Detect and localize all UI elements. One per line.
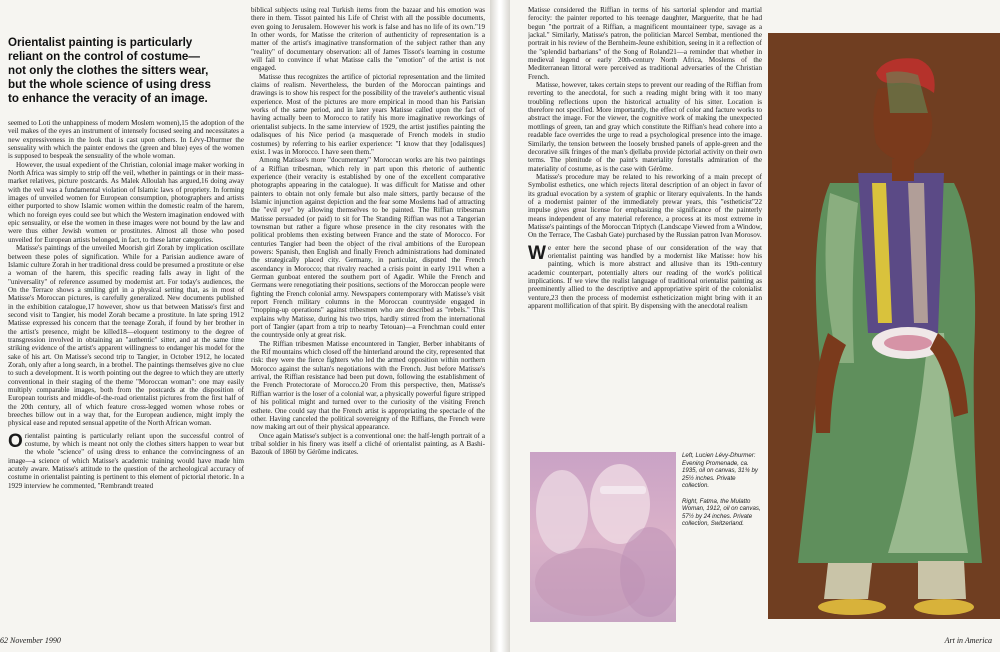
evening-promenade-image (530, 452, 676, 622)
paragraph: Matisse's procedure may be related to his reworking of a main precept of Symbolist esthetics, one which rejects literal description of an object in favor of its gradual evocation by a system of graphic or literary equivalents. In the hands of a modernist painter of the immediately prewar years, this "estheticist"22 impulse gives great license for emphasizing the significance of the painterly means independent of any material reference, a process at its most extreme in Matisse's paintings of the Moroccan Triptych (Landscape Viewed from a Window, On the Terrace, The Casbah Gate) purchased by the Russian patron Ivan Morosov. (528, 172, 762, 240)
paragraph: Matisse, however, takes certain steps to prevent our reading of the Riffian from reverting to the anecdotal, for such a reading might bring with it too many troubling reflections upon the historical actuality of his sitter. Location is therefore not specified. More importantly, the effect of color and facture works to abstract the image. For the viewer, the cognitive work of making the unexpected mottlings of green, tan and gray which constitute the Riffian's head cohere into a readable face overrides the urge to read a psychological presence into the image. Similarly, the tension between the loosely brushed panels of apple-green and the decorative silk fringes of the man's djellaba provide pictorial activity on their own terms. The plenitude of the paint's materiality forestalls admiration of the materiality of costume, as is the case with Gérôme. (528, 81, 762, 173)
drop-cap: O (8, 430, 23, 452)
caption-right: Right, Fatma, the Mulatto Woman, 1912, oil on canvas, 57½ by 24 inches. Private collection, Switzerland. (682, 497, 761, 527)
fatma-painting (768, 33, 1000, 619)
left-column-1 (8, 119, 244, 634)
paragraph: Matisse's paintings of the unveiled Moorish girl Zorah by implication oscillate between these poles of signification. While for a Parisian audience aware of Islamic culture Zorah in her traditional dress could be presumed a prostitute or else a woman of the harem, this specific reading falls away in light of the "universality" of reference assumed by modernist art. For today's audiences, the On the Terrace shows a smiling girl in a physical setting that, as in most of Matisse's Moroccan pictures, is carefully generalized. New documents published in the exhibition catalogue,17 however, show us that between Matisse's first and second visit to Tangier, his model Zorah became a prostitute. In late spring 1912 Matisse expressed his concern that the teenage Zorah, if found by her brother in the artist's presence, might be killed18—eloquent testimony to the degree of transgression involved in obtaining an "authentic" sitter, and at the same time striking evidence of the artist's apparent willingness to endanger his model for the sake of his art. On Matisse's second trip to Tangier, in October 1912, he located Zorah, only after a long search, in a brothel. The paintings themselves give no clue to such a development. It is worth pointing out the degree to which they are utterly conventional in their staging of the theme "Moroccan woman": one may easily multiply comparable images, both from the postcards at the disposition of European tourists and middle-of-the-road orientalist pictures from the first half of the 20th century, all of which feature cross-legged women whose robes or breeches billow out in a way that, for the European audience, might imply the physical ease and reputed sensual appetite of the North African woman. (8, 244, 244, 428)
paragraph: However, the usual expedient of the Christian, colonial image maker working in North Africa was simply to strip off the veil, whether in paintings or in their mass-market relatives, picture postcards. As Malek Alloulah has argued,16 doing away with the veil was a fundamental violation of Islamic laws of propriety. In forming images of unveiled women for European consumption, photographers and artists either purported to show Islamic women within the domestic realm of the harem, which no foreign eyes could see but which the Western imagination endowed with epic sensuality, or else the women in these images were not bound by the law and were thus either Jewish women or prostitutes. Almost all those who posed unveiled for European artists belonged, in fact, to these latter categories. (8, 160, 244, 244)
paragraph: seemed to Loti the unhappiness of modern Moslem women),15 the adoption of the veil makes of the eyes an instrument of intensely focused seeing and necessitates a new expressiveness in the look that is cast upon others. In Lévy-Dhurmer the sensuality with which the painter endows the (green and blue) eyes of the women is supposed to bespeak the sensuality of the whole woman. (8, 119, 244, 161)
right-column-1 (528, 6, 762, 446)
section-paragraph (8, 432, 244, 490)
paragraph: biblical subjects using real Turkish items from the bazaar and his emotion was there in them. Tissot painted his Life of Christ with all the possible documents, even going to Jerusalem. However his work is false and has no life of its own."19 In other words, for Matisse the criterion of authenticity of representation is a matter of the artist's imaginative transformation of the subject rather than any "reality" of documentary observation: all of James Tissot's learning in costume will fail to convince if what Matisse calls the "emotion" of the artist is not engaged. (251, 6, 485, 73)
section-paragraph (528, 244, 762, 311)
caption (682, 452, 762, 536)
paragraph: Among Matisse's more "documentary" Moroccan works are his two paintings of a Riffian tribesman, which rely in part upon this rhetoric of authentic experience (their veracity is established by one of the excellent comparative photographs appearing in the catalogue). It was difficult for Matisse and other painters to obtain not only female but also male sitters, partly because of the Islamic injunction against depiction and the fear some Moslems had of attracting the "evil eye" by allowing themselves to be painted. The Riffian tribesman Matisse persuaded (or paid) to sit for The Standing Riffian was not a Tangerian townsman but rather a figure whose presence in the city resonates with the political problems then existing between France and the state of Morocco. For centuries Tangier had been the object of the rival ambitions of the European powers: Spanish, then English and finally French administrations had dominated the strategically placed city. Germany, in particular, disputed the French ascendancy in Morocco; that rivalry reached a crisis point in early 1911 when a German gunboat entered the southern port of Agadir. While the French and Germans were renegotiating their positions, sections of the Moroccan people were fighting the French colonial army. Newspapers contemporary with Matisse's visit report French military columns in the Moroccan countryside engaged in "mopping-up operations" against tribesmen who are described as "rebels." This explains why Matisse, during his two trips, hardly stirred from the international port of Tangier (apart from a trip to nearby Tetouan)—a Frenchman could enter the countryside only at great risk. (251, 156, 485, 340)
gutter (490, 0, 510, 652)
caption-left: Left, Lucien Lévy-Dhurmer: Evening Promenade, ca. 1935, oil on canvas, 31¾ by 25½ inches. Private collection. (682, 452, 758, 489)
drop-cap: W (528, 242, 546, 264)
fatma-image (768, 33, 1000, 619)
pull-quote: Orientalist painting is particularly reliant on the control of costume— not only the clothes the sitters wear, but the whole science of using dress to enhance the veracity of an image. (8, 36, 211, 105)
folio-left: 62 November 1990 (0, 636, 61, 645)
section-text: rientalist painting is particularly reliant upon the successful control of costume, by which is meant not only the clothes sitters happen to wear but the whole "science" of using dress to enhance the convincingness of an image—a science of which Matisse's academic training would have made him acutely aware. Matisse's attitude to the question of the archeological accuracy of costume in orientalist painting is pertinent to this element of pictorial rhetoric. In a 1929 interview he commented, "Rembrandt treated (8, 431, 244, 490)
paragraph: Matisse considered the Riffian in terms of his sartorial splendor and martial ferocity: the painter reported to his teenage daughter, Marguerite, that he had begun "the portrait of a Riffian, a magnificent mountaineer type, savage as a jackal." Similarly, Matisse's patron, the politician Marcel Sembat, mentioned the portrait in his review of the Bernheim-Jeune exhibition, seeing in it a reflection of the "splendid barbarians" of the Song of Roland21—a reminder that whether in medieval legend or early 20th-century North Africa, Moslems of the Mediterranean littoral were perceived as traditional adversaries of the Christian French. (528, 6, 762, 81)
folio-right: Art in America (944, 636, 992, 645)
paragraph: The Riffian tribesmen Matisse encountered in Tangier, Berber inhabitants of the Rif mountains which closed off the hinterland around the city, represented that risk: they were the fierce fighters who led the armed opposition within northern Morocco against the sultan's negotiations with the French. Just before Matisse's arrival, the Riffian resistance had been put down, following the establishment of the French Protectorate of Morocco.20 From this perspective, then, Matisse's Riffian warrior is the loser of a colonial war, a physically powerful figure stripped of his political might and turned over to the curiosity of the visiting French esthete. One could say that the French artist is appropriating the spectacle of the other. Having canceled the political sovereignty of the Riffians, the French were now making art out of their physical appearance. (251, 339, 485, 432)
right-page (510, 0, 1000, 652)
levy-dhurmer-painting (530, 452, 676, 622)
left-column-2 (251, 6, 485, 634)
section-text: e enter here the second phase of our consideration of the way that orientalist painting was handled by a modernist like Matisse: how his painting, which is more abstract and allusive than its 19th-century academic counterpart, potentially alters our reading of the work's political implications. If we view the realist language of traditional orientalist painting as preeminently allied to the descriptive and appropriative spirit of the colonialist venture,23 then the process of modernist estheticization might bring with it an apparent mollification of that spirit. By dispensing with the anecdotal realism (528, 243, 762, 311)
left-page (0, 0, 490, 652)
paragraph: Once again Matisse's subject is a conventional one: the half-length portrait of a tribal soldier in his finery was itself a cliché of orientalist painting, as A Bashi-Bazouk of 1860 by Gérôme indicates. (251, 431, 485, 457)
paragraph: Matisse thus recognizes the artifice of pictorial representation and the limited claims of realism. Nevertheless, the burden of the Moroccan paintings and drawings is to show his respect for the possibility of the traveler's authentic visual experience. Most of the pictures are more empirical in mood than his Parisian works of the same period, and in later years Matisse called upon the fact of having actually been to Morocco to ratify his more imaginative reworkings of orientalist subjects. In the same interview of 1929, the artist justifies painting the odalisques of his Nice period (a masquerade of French models in studio costumes) by referring to his earlier experience: "I know that they [odalisques] exist. I was in Morocco. I have seen them." (251, 72, 485, 156)
